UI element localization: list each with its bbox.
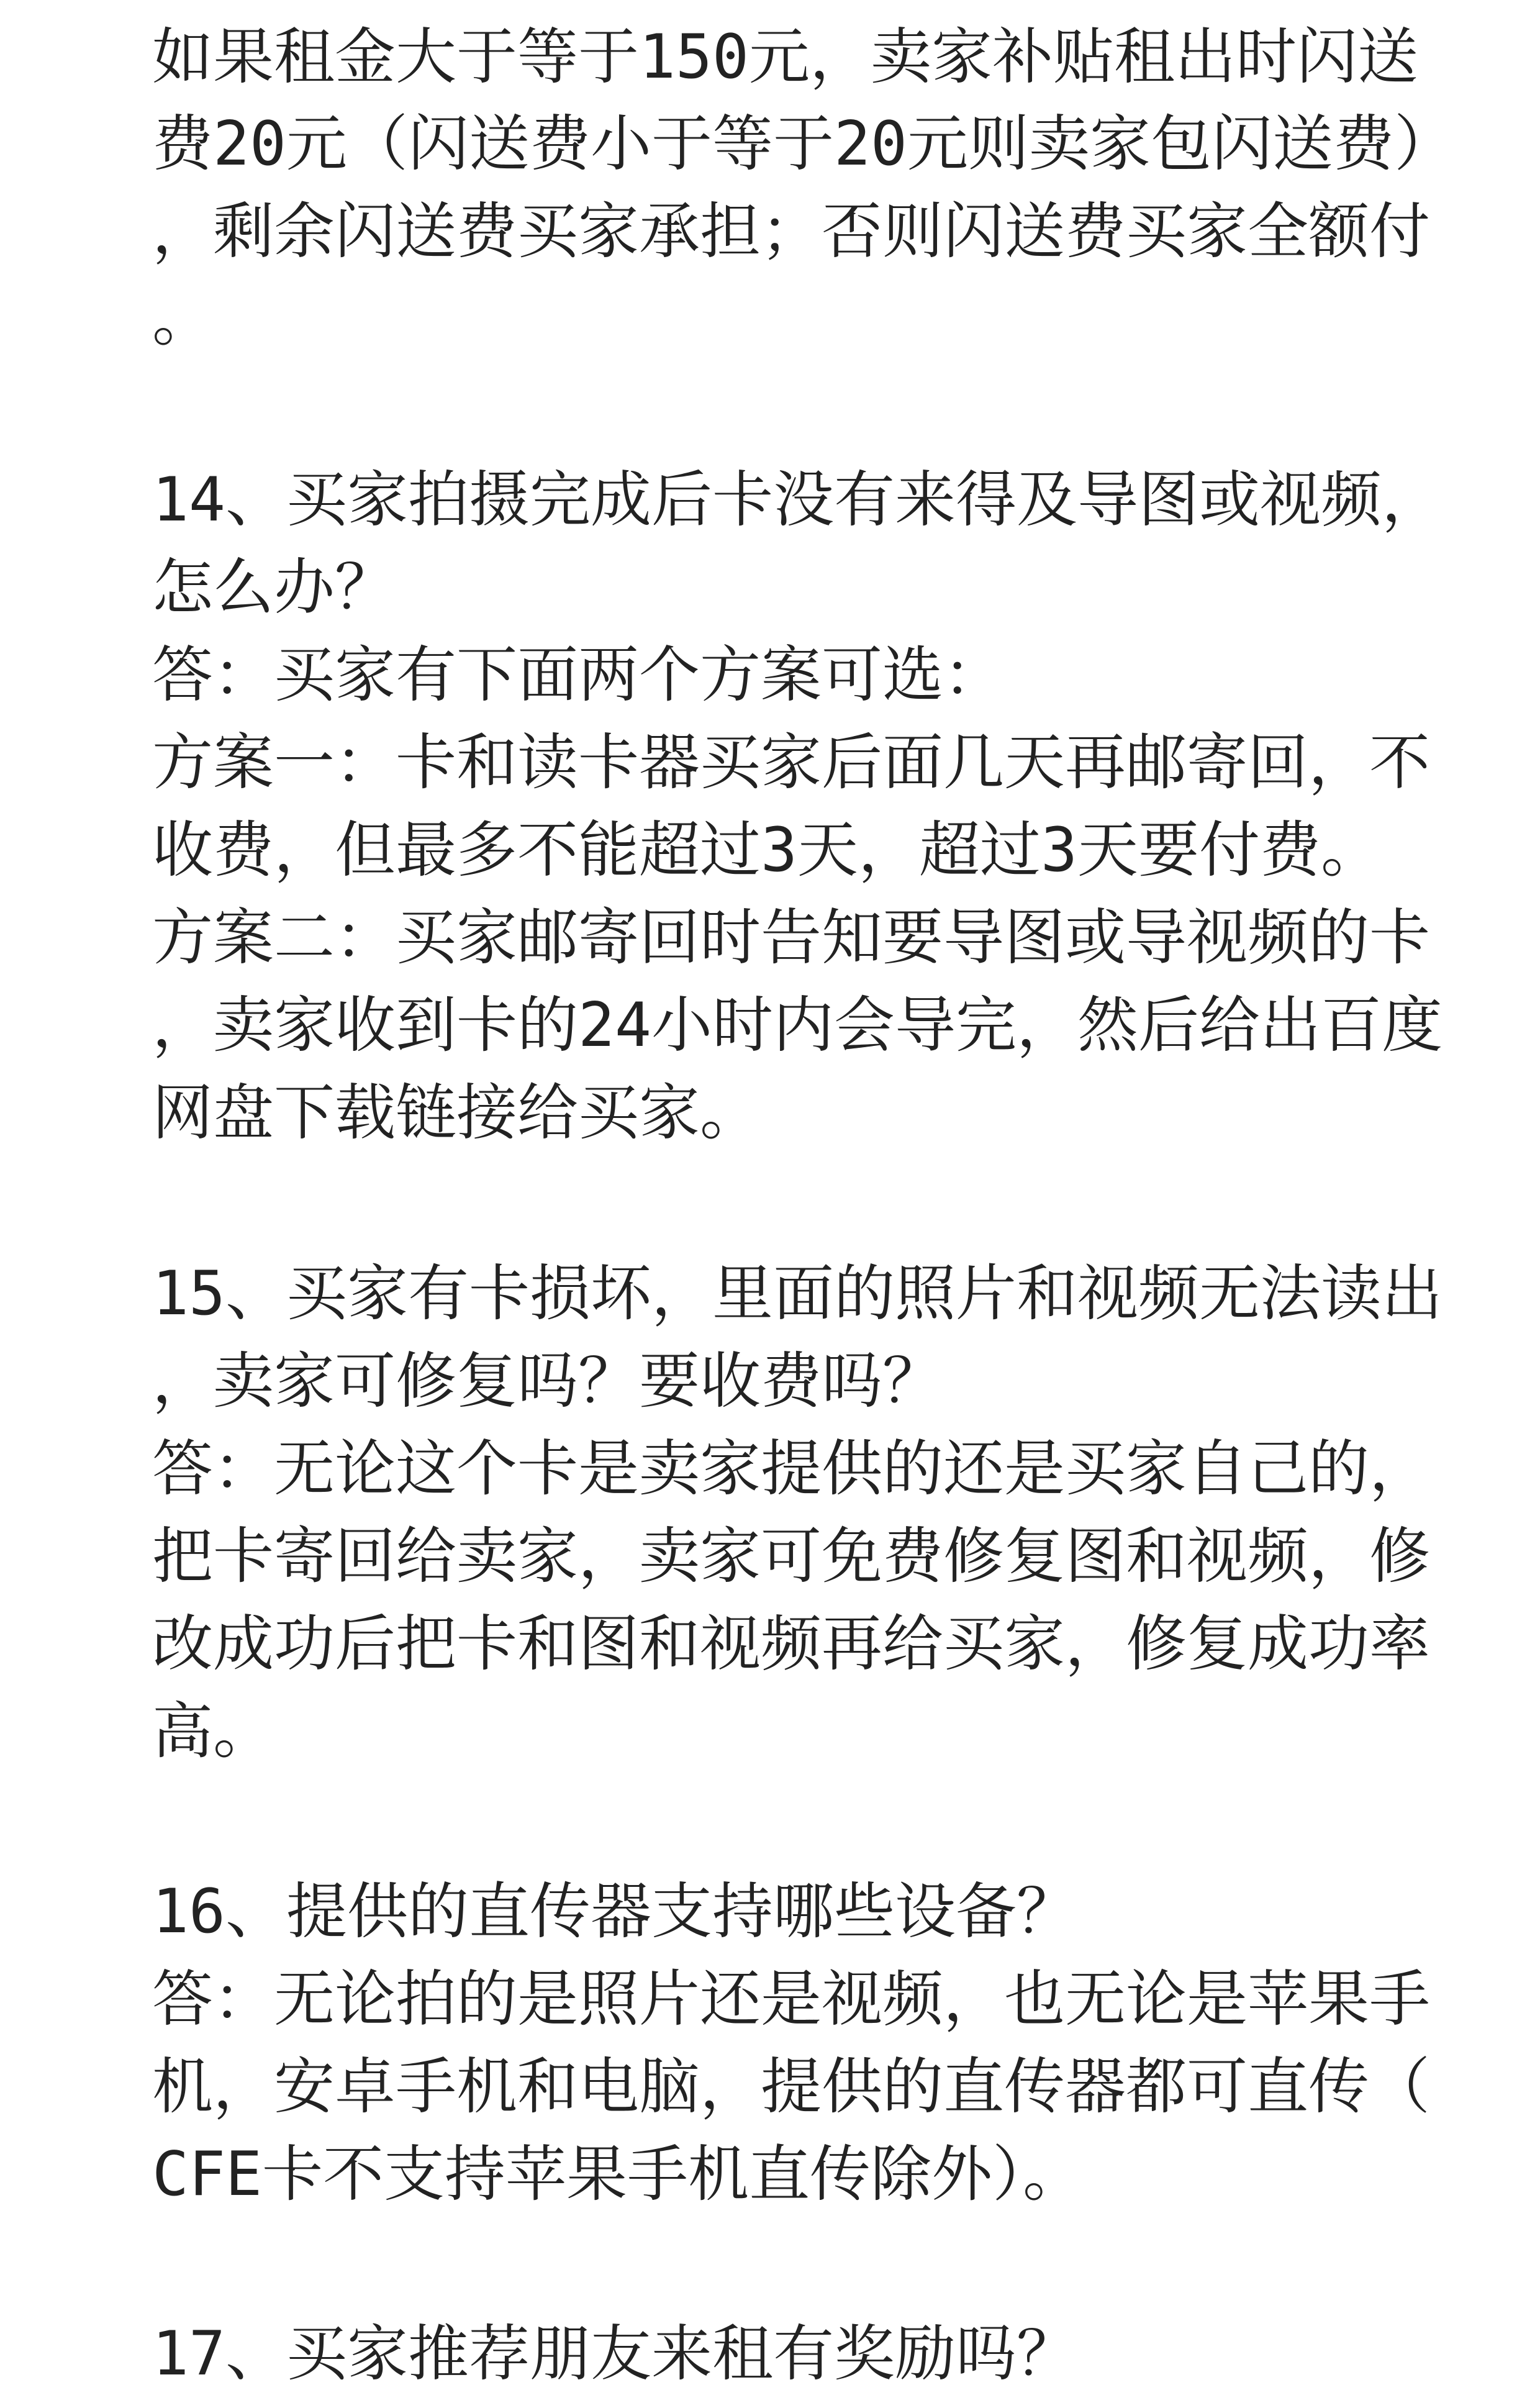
answer-text: ，卖家收到卡的24小时内会导完，然后给出百度 xyxy=(152,990,1443,1061)
question-heading: 15、买家有卡损坏，里面的照片和视频无法读出 xyxy=(152,1258,1443,1329)
question-heading: 16、提供的直传器支持哪些设备？ xyxy=(152,1876,1078,1947)
answer-text: 把卡寄回给卖家，卖家可免费修复图和视频，修 xyxy=(152,1521,1431,1592)
question-heading: 17、买家推荐朋友来租有奖励吗？ xyxy=(152,2319,1078,2385)
answer-text: 机，安卓手机和电脑，提供的直传器都可直传（ xyxy=(152,2051,1431,2122)
question-heading: 14、买家拍摄完成后卡没有来得及导图或视频， xyxy=(152,465,1443,535)
question-heading: ，卖家可修复吗？要收费吗？ xyxy=(152,1346,944,1417)
answer-text: 高。 xyxy=(152,1696,274,1767)
answer-text: 收费，但最多不能超过3天，超过3天要付费。 xyxy=(152,815,1382,886)
answer-text: 答：无论这个卡是卖家提供的还是买家自己的， xyxy=(152,1433,1431,1504)
question-heading: 怎么办？ xyxy=(152,552,396,623)
text-line: 。 xyxy=(152,284,214,355)
answer-text: 方案二：买家邮寄回时告知要导图或导视频的卡 xyxy=(152,902,1431,973)
answer-text: 网盘下载链接给买家。 xyxy=(152,1078,761,1148)
text-line: 如果租金大于等于150元，卖家补贴租出时闪送 xyxy=(152,22,1419,93)
answer-text: 答：无论拍的是照片还是视频，也无论是苹果手 xyxy=(152,1964,1431,2035)
text-line: ，剩余闪送费买家承担；否则闪送费买家全额付 xyxy=(152,196,1431,267)
answer-text: CFE卡不支持苹果手机直传除外）。 xyxy=(152,2139,1084,2210)
answer-text: 方案一：卡和读卡器买家后面几天再邮寄回，不 xyxy=(152,727,1431,798)
answer-text: 改成功后把卡和图和视频再给买家，修复成功率 xyxy=(152,1609,1431,1679)
answer-text: 答：买家有下面两个方案可选： xyxy=(152,640,1005,711)
text-line: 费20元（闪送费小于等于20元则卖家包闪送费） xyxy=(152,109,1456,179)
